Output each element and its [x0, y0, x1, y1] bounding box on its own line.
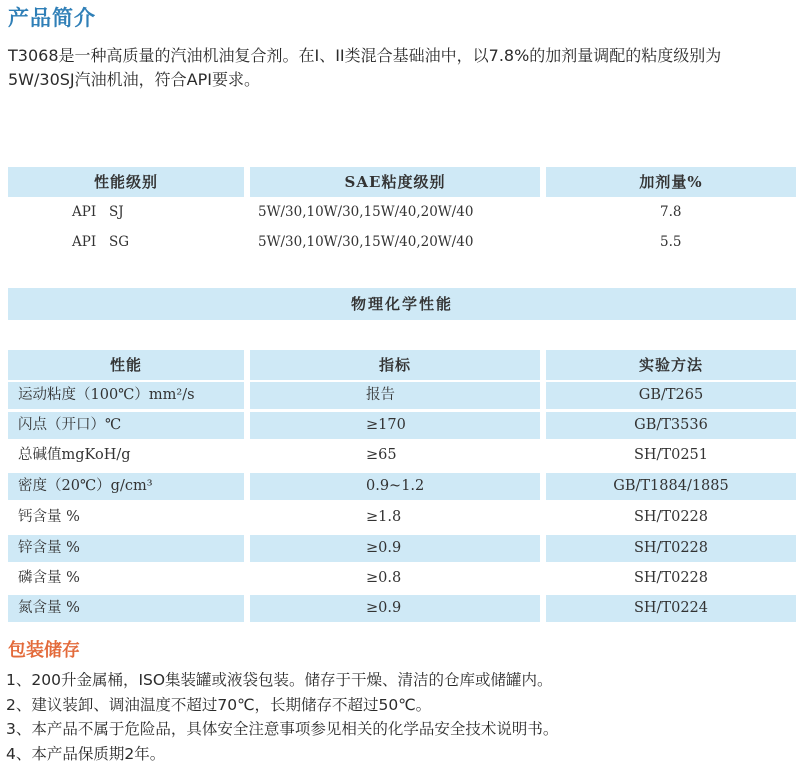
grade-level: API SJ	[72, 204, 124, 220]
properties-header-cell	[8, 350, 244, 380]
grade-dosage: 7.8	[660, 204, 682, 220]
grade-dosage: 5.5	[660, 234, 682, 250]
property-spec: 报告	[250, 382, 540, 409]
packaging-list	[6, 668, 796, 766]
property-method: GB/T3536	[546, 412, 796, 439]
properties-header-cell	[546, 350, 796, 380]
grade-header-sae: SAE粘度级别	[344, 173, 446, 191]
property-method: SH/T0251	[633, 447, 709, 463]
property-method: GB/T1884/1885	[546, 473, 796, 500]
properties-header-method: 实验方法	[638, 356, 703, 374]
property-name: 锌含量 %	[8, 535, 244, 562]
grade-header-cell	[546, 167, 796, 197]
grade-sae: 5W/30,10W/30,15W/40,20W/40	[258, 234, 474, 250]
property-spec: ≥65	[366, 447, 397, 463]
packaging-item: 2、建议装卸、调油温度不超过70℃，长期储存不超过50℃。	[6, 695, 432, 714]
property-method: GB/T265	[546, 382, 796, 409]
grade-sae: 5W/30,10W/30,15W/40,20W/40	[258, 204, 474, 220]
property-name: 氮含量 %	[8, 595, 244, 622]
property-method: SH/T0228	[633, 509, 709, 525]
packaging-item: 4、本产品保质期2年。	[6, 744, 166, 763]
grade-header-cell	[8, 167, 244, 197]
properties-section-title: 物理化学性能	[8, 288, 796, 320]
packaging-item: 3、本产品不属于危险品，具体安全注意事项参见相关的化学品安全技术说明书。	[6, 720, 559, 738]
property-method: SH/T0224	[546, 595, 796, 622]
grade-row	[0, 198, 800, 226]
grade-header-dosage: 加剂量%	[639, 173, 703, 191]
grade-header-level: 性能级别	[93, 173, 158, 191]
intro-line-1: T3068是一种高质量的汽油机油复合剂。在I、II类混合基础油中，以7.8%的加剂量调配的粘度级别为	[8, 46, 722, 65]
intro-heading: 产品简介	[8, 5, 96, 30]
property-spec: ≥0.9	[250, 595, 540, 622]
property-spec: 0.9~1.2	[250, 473, 540, 500]
packaging-heading: 包装储存	[8, 640, 80, 661]
property-method: SH/T0228	[546, 535, 796, 562]
property-name: 密度（20℃）g/cm³	[8, 473, 244, 500]
grade-level: API SG	[72, 234, 130, 250]
properties-header-property: 性能	[109, 356, 142, 374]
property-name: 总碱值mgKoH/g	[18, 447, 131, 463]
properties-header-cell	[250, 350, 540, 380]
property-method: SH/T0228	[633, 570, 709, 586]
property-spec: ≥170	[250, 412, 540, 439]
property-name: 闪点（开口）℃	[8, 412, 244, 439]
intro-line-2: 5W/30SJ汽油机油，符合API要求。	[8, 70, 260, 89]
property-spec: ≥0.9	[250, 535, 540, 562]
property-name: 钙含量 %	[18, 509, 80, 525]
grade-header-cell	[250, 167, 540, 197]
property-name: 运动粘度（100℃）mm²/s	[8, 382, 244, 409]
packaging-item: 1、200升金属桶，ISO集装罐或液袋包装。储存于干燥、清洁的仓库或储罐内。	[6, 671, 553, 689]
properties-header-spec: 指标	[378, 356, 411, 374]
property-spec: ≥1.8	[366, 509, 402, 525]
grade-row	[0, 228, 800, 256]
property-name: 磷含量 %	[18, 570, 80, 586]
intro-text	[8, 44, 792, 92]
property-spec: ≥0.8	[366, 570, 402, 586]
